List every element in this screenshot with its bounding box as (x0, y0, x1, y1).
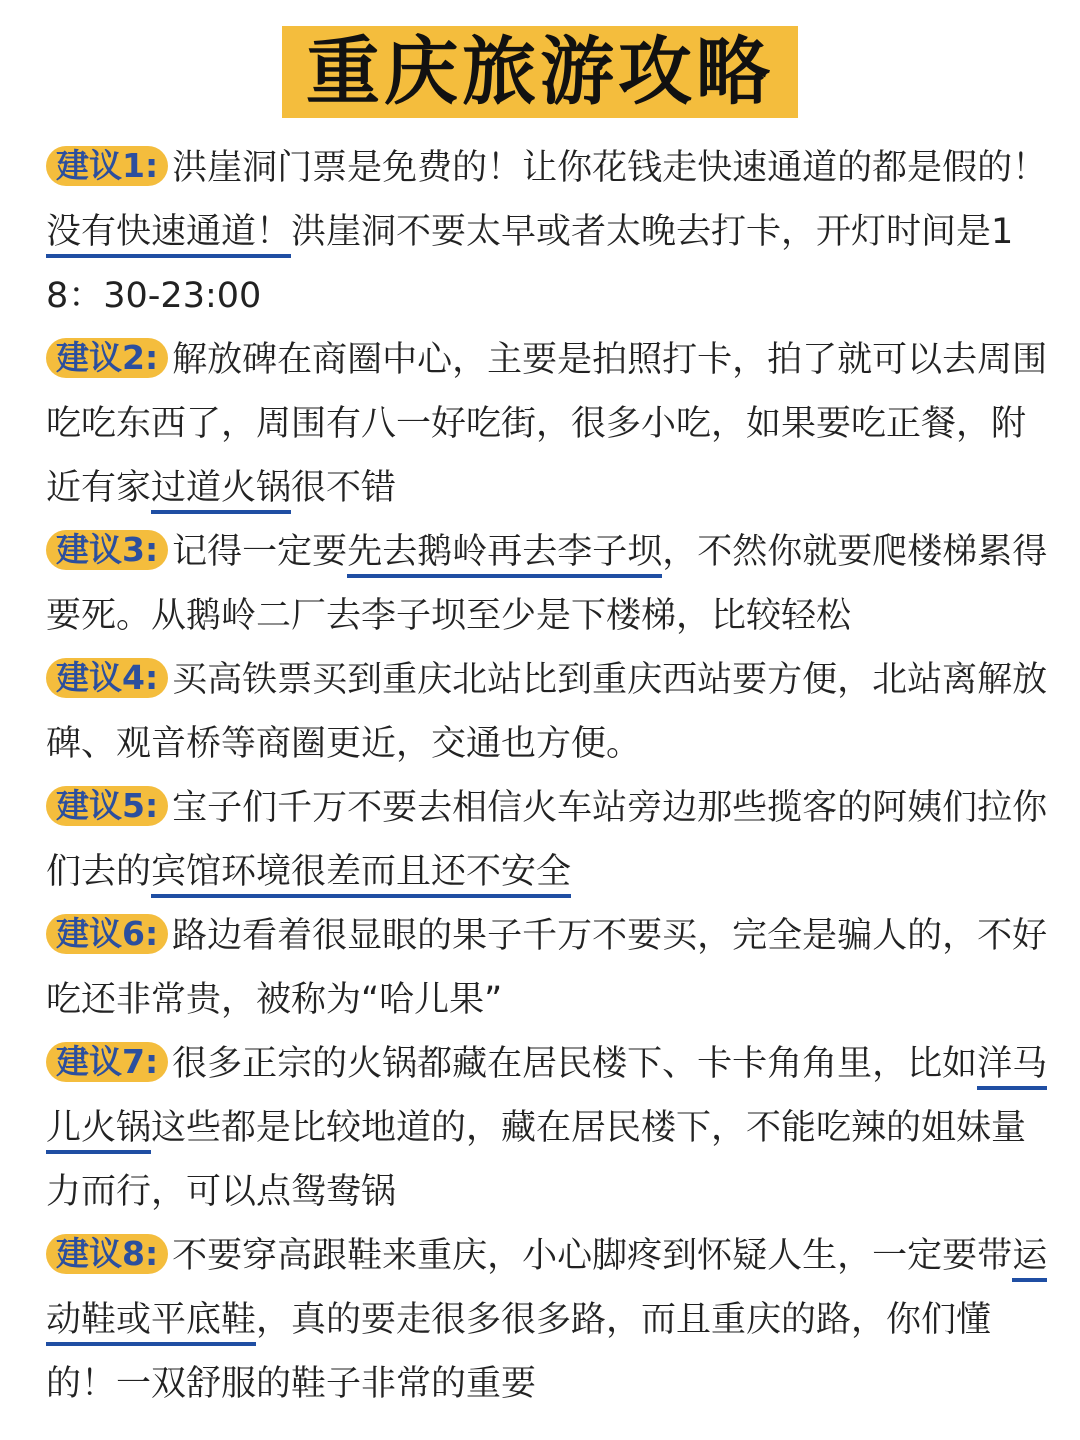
tip-item (46, 904, 1056, 1032)
tip-text: ，不然你就要爬楼梯累得要死。从鹅岭二厂去李子坝至少是下楼梯，比较轻松 (46, 532, 1048, 636)
tip-item (46, 648, 1056, 776)
tip-text: 宝子们千万不要去相信火车站旁边那些揽客的阿姨们拉你们去的 (46, 788, 1048, 892)
page-title: 重庆旅游攻略 (282, 26, 798, 118)
tip-tag: 建议7: (46, 1042, 168, 1082)
tip-tag: 建议6: (46, 914, 168, 954)
tip-text: 不要穿高跟鞋来重庆，小心脚疼到怀疑人生，一定要带 (172, 1236, 1013, 1276)
tip-tag: 建议1: (46, 146, 168, 186)
tip-tag: 建议3: (46, 530, 168, 570)
tip-text: 记得一定要 (172, 532, 348, 572)
underlined-highlight: 过道火锅 (151, 468, 291, 514)
underlined-highlight: 运动鞋或平底鞋 (46, 1236, 1047, 1346)
tip-item (46, 328, 1056, 520)
underlined-highlight: 洋马儿火锅 (46, 1044, 1047, 1154)
tip-tag: 建议4: (46, 658, 168, 698)
underlined-highlight: 没有快速通道！ (46, 212, 291, 258)
tip-item (46, 776, 1056, 904)
tip-text: 洪崖洞不要太早或者太晚去打卡，开灯时间是18：30-23:00 (46, 212, 1014, 316)
tip-text: 很多正宗的火锅都藏在居民楼下、卡卡角角里，比如 (172, 1044, 978, 1084)
title-banner (0, 26, 1080, 118)
underlined-highlight: 宾馆环境很差而且还不安全 (151, 852, 571, 898)
tip-tag: 建议8: (46, 1234, 168, 1274)
tip-tag: 建议5: (46, 786, 168, 826)
tip-text: 很不错 (291, 468, 397, 508)
tip-item (46, 1224, 1056, 1416)
tip-item (46, 520, 1056, 648)
tip-item (46, 136, 1056, 328)
tip-tag: 建议2: (46, 338, 168, 378)
tip-text: 买高铁票买到重庆北站比到重庆西站要方便，北站离解放碑、观音桥等商圈更近，交通也方便。 (46, 660, 1048, 764)
tips-list (46, 136, 1056, 1416)
tip-text: ，真的要走很多很多路，而且重庆的路，你们懂的！一双舒服的鞋子非常的重要 (46, 1300, 992, 1404)
tip-text: 路边看着很显眼的果子千万不要买，完全是骗人的，不好吃还非常贵，被称为“哈儿果” (46, 916, 1048, 1020)
tip-item (46, 1032, 1056, 1224)
tip-text: 这些都是比较地道的，藏在居民楼下，不能吃辣的姐妹量力而行，可以点鸳鸯锅 (46, 1108, 1027, 1212)
tip-text: 解放碑在商圈中心，主要是拍照打卡，拍了就可以去周围吃吃东西了，周围有八一好吃街，很多小吃，如果要吃正餐，附近有家 (46, 340, 1048, 508)
underlined-highlight: 先去鹅岭再去李子坝 (347, 532, 662, 578)
tip-text: 洪崖洞门票是免费的！让你花钱走快速通道的都是假的！ (172, 148, 1048, 188)
